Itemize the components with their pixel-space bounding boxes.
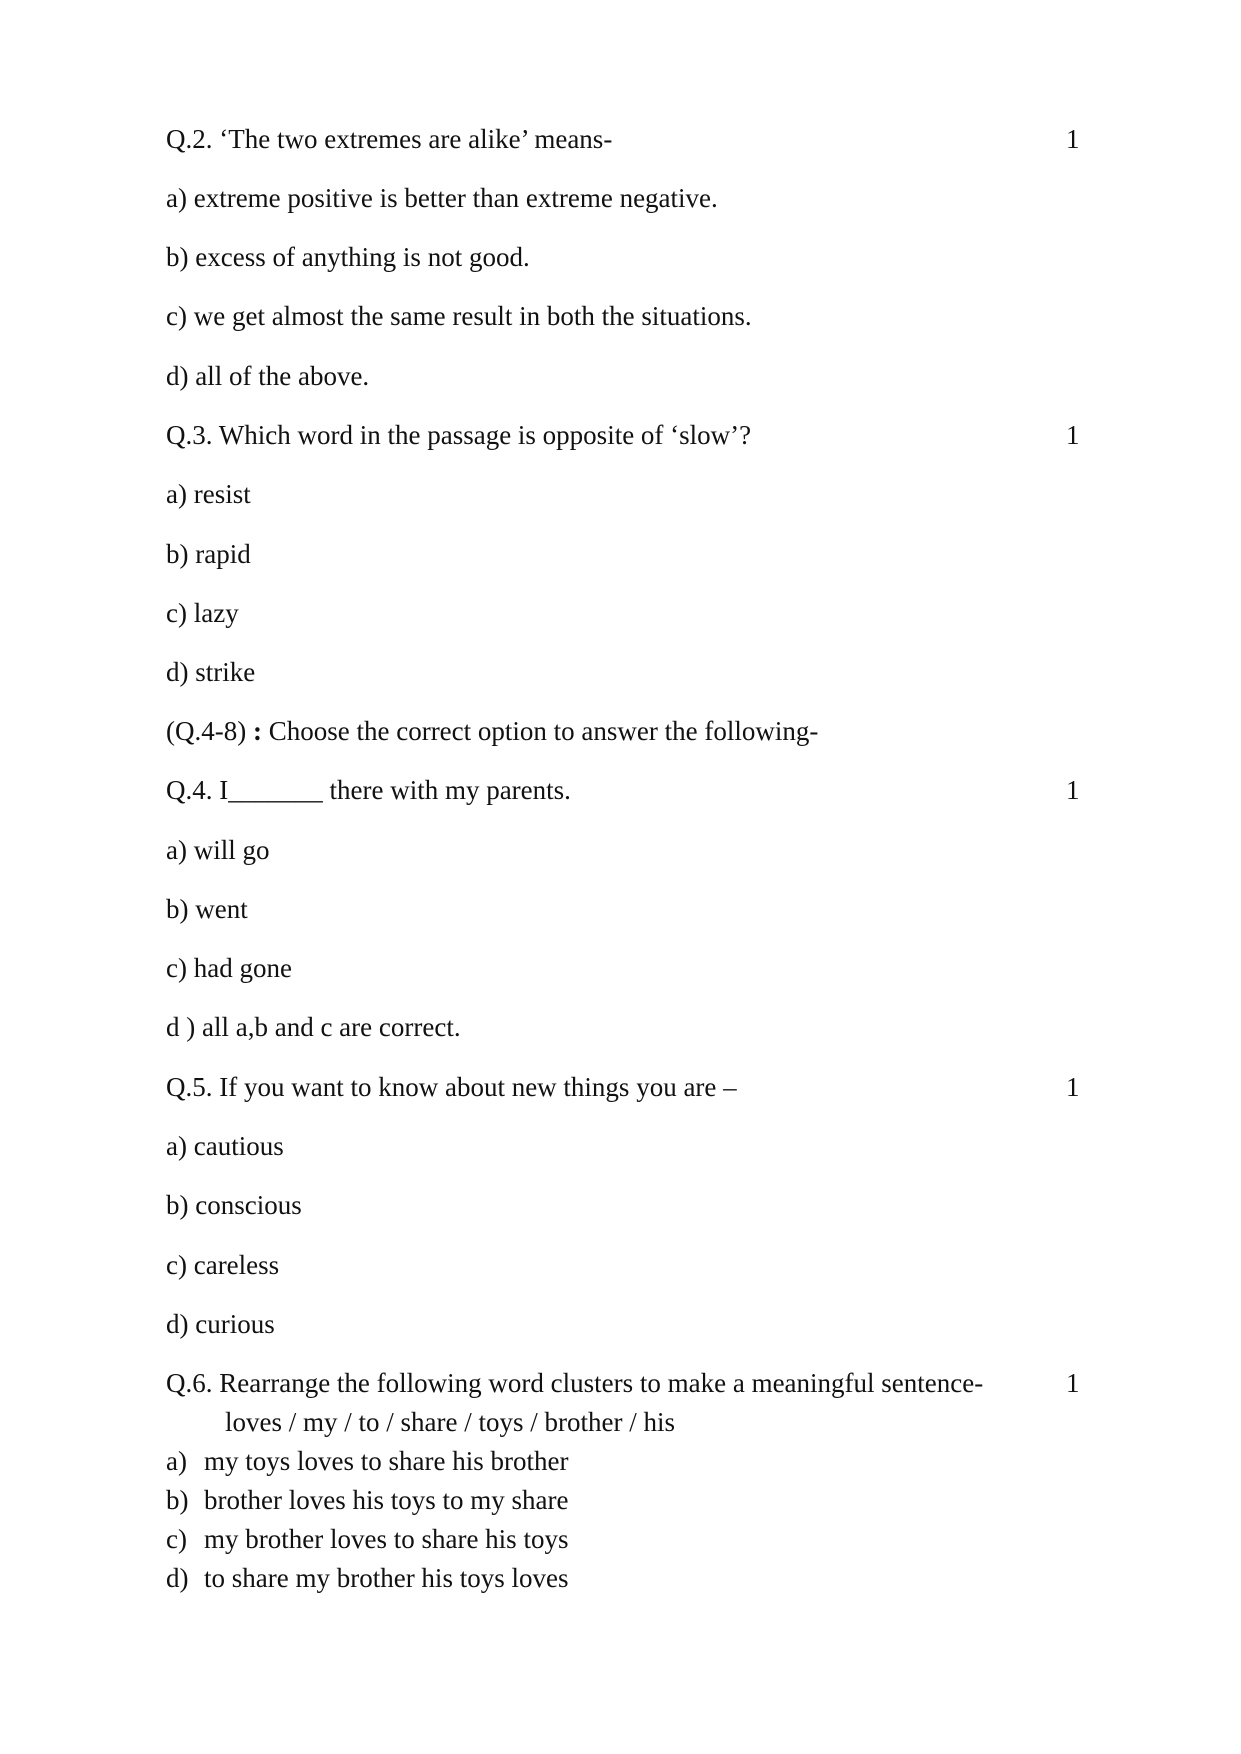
q3-option-b: b) rapid bbox=[166, 539, 251, 569]
q5-option-d: d) curious bbox=[166, 1309, 275, 1339]
q4-option-b: b) went bbox=[166, 894, 248, 924]
q5-option-c: c) careless bbox=[166, 1250, 280, 1280]
q6-option-a-text: my toys loves to share his brother bbox=[204, 1446, 569, 1476]
q6-option-d-text: to share my brother his toys loves bbox=[204, 1563, 569, 1593]
q3-option-c: c) lazy bbox=[166, 598, 239, 628]
q3-option-a: a) resist bbox=[166, 479, 251, 509]
q6-option-c-label: c) bbox=[166, 1524, 187, 1554]
q4-marks: 1 bbox=[1066, 775, 1080, 805]
q6-option-c-text: my brother loves to share his toys bbox=[204, 1524, 569, 1554]
q6-marks: 1 bbox=[1066, 1368, 1080, 1398]
q4-option-d: d ) all a,b and c are correct. bbox=[166, 1012, 461, 1042]
q5-option-a: a) cautious bbox=[166, 1131, 284, 1161]
q5-option-b: b) conscious bbox=[166, 1190, 302, 1220]
q6-option-b bbox=[166, 1484, 568, 1516]
q2-marks: 1 bbox=[1066, 124, 1080, 154]
section-colon: : bbox=[252, 716, 262, 746]
q6-option-b-text: brother loves his toys to my share bbox=[204, 1485, 569, 1515]
q4-option-a: a) will go bbox=[166, 835, 270, 865]
q2-option-d: d) all of the above. bbox=[166, 361, 370, 391]
q6-word-clusters: loves / my / to / share / toys / brother / his bbox=[225, 1407, 675, 1437]
section-text: Choose the correct option to answer the following- bbox=[261, 716, 819, 746]
q5-question: Q.5. If you want to know about new things you are – bbox=[166, 1072, 737, 1102]
q6-option-a bbox=[166, 1445, 568, 1477]
q3-option-d: d) strike bbox=[166, 657, 256, 687]
q6-option-b-label: b) bbox=[166, 1485, 189, 1515]
q2-option-c: c) we get almost the same result in both the situations. bbox=[166, 301, 752, 331]
section-range: (Q.4-8) bbox=[166, 716, 253, 746]
q3-marks: 1 bbox=[1066, 420, 1080, 450]
q2-question: Q.2. ‘The two extremes are alike’ means- bbox=[166, 124, 613, 154]
q3-question: Q.3. Which word in the passage is opposite of ‘slow’? bbox=[166, 420, 752, 450]
q2-option-a: a) extreme positive is better than extreme negative. bbox=[166, 183, 718, 213]
q6-option-d bbox=[166, 1562, 568, 1594]
q4-question: Q.4. I_______ there with my parents. bbox=[166, 775, 571, 805]
q4-option-c: c) had gone bbox=[166, 953, 292, 983]
section-instruction bbox=[166, 715, 818, 747]
q6-question: Q.6. Rearrange the following word clusters to make a meaningful sentence- bbox=[166, 1368, 984, 1398]
q6-option-d-label: d) bbox=[166, 1563, 189, 1593]
q6-option-c bbox=[166, 1523, 568, 1555]
q5-marks: 1 bbox=[1066, 1072, 1080, 1102]
q6-option-a-label: a) bbox=[166, 1446, 187, 1476]
q2-option-b: b) excess of anything is not good. bbox=[166, 242, 530, 272]
